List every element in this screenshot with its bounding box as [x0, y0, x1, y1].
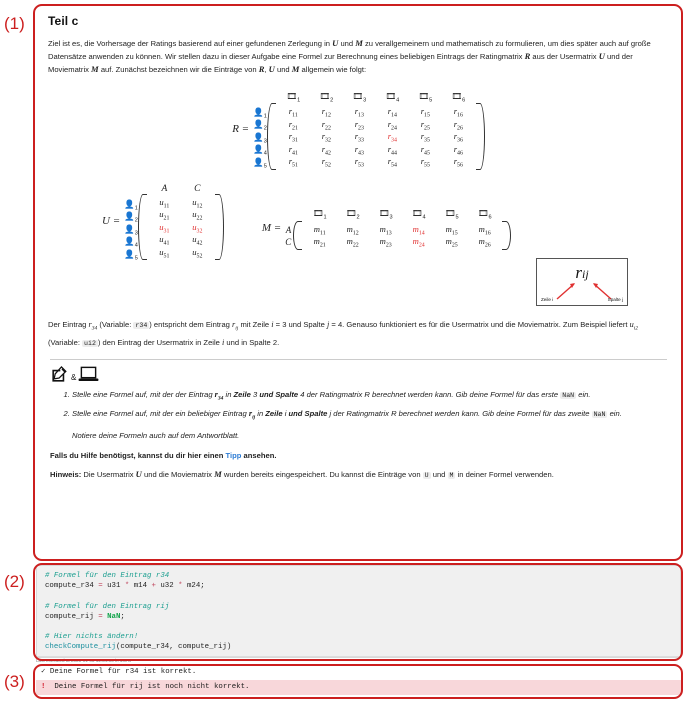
- annotation-label-2: (2): [4, 572, 25, 591]
- matrix-cell-highlighted-r34: $r_{34}$: [387, 131, 397, 145]
- output-line-success: [36, 665, 681, 680]
- user-icon: 👤: [253, 131, 264, 142]
- film-icon: 🎞: [444, 208, 456, 219]
- film-icon: 🎞: [319, 90, 331, 101]
- matrix-cell-highlighted-m14: $m_{14}$: [412, 223, 425, 237]
- row-header-user-1: $👤_1$: [124, 198, 138, 212]
- matrix-U-and-M: [46, 184, 671, 261]
- user-icon: 👤: [124, 236, 135, 247]
- matrix-cell: $r_{24}$: [387, 118, 397, 132]
- matrix-U-row-headers: [124, 184, 138, 261]
- matrix-cell: $r_{31}$: [288, 131, 298, 145]
- matrix-U-label: U =: [102, 215, 121, 228]
- film-icon: 🎞: [312, 208, 324, 219]
- matrix-cell: $u_{21}$: [159, 209, 170, 223]
- user-icon: 👤: [124, 198, 135, 209]
- task-list: [46, 388, 671, 424]
- film-icon: 🎞: [378, 208, 390, 219]
- matrix-cell: $r_{53}$: [354, 156, 364, 170]
- user-icon: 👤: [124, 211, 135, 222]
- exercise-panel: [36, 6, 681, 558]
- col-header-film-1: $🎞_1$: [312, 208, 327, 221]
- task-bold-zeile: Zeile: [265, 409, 283, 419]
- matrix-cell: $r_{54}$: [387, 156, 397, 170]
- annotation-label-1: (1): [4, 14, 25, 33]
- film-icon: 🎞: [352, 90, 364, 101]
- task-text-2d: ein.: [607, 409, 622, 419]
- matrix-U-cells: [147, 194, 215, 261]
- row-header-user-2: $👤_2$: [124, 211, 138, 224]
- task-icons: [50, 365, 671, 384]
- matrix-row: [148, 196, 214, 209]
- hint-line: Hinweis: Die Usermatrix U und die Moviematrix M wurden bereits eingespeichert. Du kannst die Einträge von U und M in deiner Formel verwenden.: [50, 468, 554, 479]
- matrix-row: [148, 246, 214, 259]
- matrix-R-row-headers: [253, 92, 267, 169]
- code-line-rij: compute_rij = NaN;: [45, 612, 125, 621]
- task-text-2c: j der Ratingmatrix R berechnet werden kann. Gib deine Formel für das zweite: [327, 409, 592, 419]
- task-bold-zeile: Zeile: [233, 390, 251, 400]
- explanation-paragraph: Der Eintrag $r_{34}$ (Variable: r34 ) entspricht dem Eintrag $r_{ij}$ mit Zeile i = 3 und Spalte j = 4. Genauso funktioniert es für die Usermatrix und die Moviematrix. Zum Beispiel liefert $u_{i2}$ (Variable: ui2 ) den Eintrag der Usermatrix in Zeile i und in Spalte 2.: [48, 320, 639, 348]
- matrix-cell: $r_{55}$: [420, 156, 430, 170]
- matrix-cell: $m_{21}$: [313, 236, 326, 250]
- row-header-user-3: $👤_3$: [253, 131, 267, 145]
- execution-status: Last executed at 2021-01-03 12:34:56 in 16ms: [36, 656, 681, 663]
- task-bold-spalte: und Spalte: [288, 409, 328, 419]
- code-comment-3: # Hier nichts ändern!: [45, 633, 139, 642]
- col-header-film-5: $🎞_5$: [444, 208, 459, 221]
- matrix-U-body: [138, 194, 224, 261]
- task-text-1a: Stelle eine Formel auf, mit der der Eintrag $r_{34}$ in: [72, 390, 234, 403]
- matrix-row: [303, 223, 501, 236]
- left-paren: [267, 103, 276, 170]
- page-title: Teil c: [48, 14, 79, 28]
- user-icon: 👤: [124, 248, 135, 259]
- output-text-error: Deine Formel für rij ist noch nicht korrekt.: [54, 683, 250, 691]
- matrix-row: [148, 221, 214, 234]
- rij-caption-spalte: Spalte j: [607, 297, 623, 302]
- matrix-cell: $r_{33}$: [354, 131, 364, 145]
- matrix-cell: $r_{35}$: [420, 131, 430, 145]
- answer-sheet-note: Notiere deine Formeln auch auf dem Antwortblatt.: [72, 430, 240, 440]
- col-header-film-4: $🎞_4$: [411, 208, 426, 221]
- matrix-cell-highlighted-u31: $u_{31}$: [159, 221, 170, 235]
- matrix-cell: $r_{26}$: [453, 118, 463, 132]
- film-icon: 🎞: [451, 90, 463, 101]
- col-header-film-6: $🎞_6$: [477, 208, 492, 221]
- code-line-r34: compute_r34 = u31 * m14 + u32 * m24;: [45, 582, 205, 591]
- col-header-film-3: $🎞_3$: [352, 90, 367, 104]
- film-icon: 🎞: [418, 90, 430, 101]
- output-text-success: Deine Formel für r34 ist korrekt.: [49, 668, 197, 676]
- matrix-cell: $m_{13}$: [379, 223, 392, 237]
- matrix-row: [148, 233, 214, 246]
- film-icon: 🎞: [286, 90, 298, 101]
- help-prefix: Falls du Hilfe benötigst, kannst du dir hier einen: [50, 450, 226, 460]
- matrix-cell: $r_{22}$: [321, 118, 331, 132]
- matrix-cell: $r_{15}$: [420, 106, 430, 120]
- col-header-film-3: $🎞_3$: [378, 208, 393, 221]
- rij-legend-box: [536, 258, 628, 306]
- right-paren: [215, 194, 224, 261]
- code-nan-1: NaN: [562, 392, 575, 400]
- matrix-M-body: [293, 221, 511, 250]
- matrix-M-cells: [302, 221, 502, 250]
- row-header-user-1: $👤_1$: [253, 106, 267, 120]
- col-header-film-2: $🎞_2$: [345, 208, 360, 221]
- film-icon: 🎞: [385, 90, 397, 101]
- matrix-cell: $u_{42}$: [192, 234, 203, 248]
- annotation-label-3: (3): [4, 672, 25, 691]
- matrix-R: [46, 91, 671, 170]
- matrix-cell: $u_{52}$: [192, 246, 203, 260]
- rij-symbol: rij: [575, 263, 589, 282]
- matrix-M: [262, 194, 511, 250]
- film-icon: 🎞: [477, 208, 489, 219]
- hint-code-U: U: [424, 471, 429, 479]
- matrix-cell: $r_{14}$: [387, 106, 397, 120]
- matrix-R-cells: [276, 103, 476, 170]
- matrix-cell: $m_{25}$: [445, 236, 458, 250]
- matrix-cell: $r_{41}$: [288, 143, 298, 157]
- rij-caption-zeile: Zeile i: [541, 297, 554, 302]
- matrix-cell: $r_{23}$: [354, 118, 364, 132]
- check-icon: ✓: [41, 668, 46, 676]
- matrix-M-col-headers: [293, 208, 511, 221]
- task-bold-spalte: und Spalte: [259, 390, 299, 400]
- matrix-cell: $m_{15}$: [445, 223, 458, 237]
- help-line: [50, 451, 671, 460]
- laptop-icon: [78, 365, 99, 384]
- ampersand-separator: &: [71, 373, 77, 383]
- task-text-2a: Stelle eine Formel auf, mit der ein beliebiger Eintrag $r_{ij}$ in: [72, 409, 266, 421]
- matrix-row: [303, 235, 501, 248]
- col-header-film-2: $🎞_2$: [319, 90, 334, 104]
- matrix-cell: $m_{23}$: [379, 236, 392, 250]
- matrix-cell: $r_{44}$: [387, 143, 397, 157]
- film-icon: 🎞: [345, 208, 357, 219]
- matrix-cell: $r_{43}$: [354, 143, 364, 157]
- matrix-cell: $u_{12}$: [192, 196, 203, 210]
- matrix-cell: $u_{51}$: [159, 246, 170, 260]
- tipp-link[interactable]: Tipp: [225, 450, 242, 460]
- matrix-cell: $r_{11}$: [288, 106, 298, 120]
- intro-paragraph: Ziel ist es, die Vorhersage der Ratings basierend auf einer gefundenen Zerlegung in U und M zu verallgemeinern und mathematisch zu formulieren, um dies später auch auf große Datensätze anwenden zu können. Wir stellen dazu in dieser Aufgabe eine Formel zur Berechnung eines beliebigen Eintrags der Ratingmatrix R aus der Usermatrix U und der Moviematrix M auf. Zunächst bezeichnen wir die Einträge von R, U und M allgemein wie folgt:: [48, 38, 651, 75]
- hint-label: Hinweis:: [50, 469, 82, 479]
- matrix-cell: $m_{12}$: [346, 223, 359, 237]
- matrix-cell: $r_{36}$: [453, 131, 463, 145]
- matrix-M-row-headers: [285, 210, 293, 249]
- user-icon: 👤: [253, 156, 264, 167]
- matrix-row: [277, 155, 475, 168]
- left-paren: [293, 221, 302, 250]
- matrix-R-col-headers: [267, 91, 485, 104]
- matrix-row: [277, 118, 475, 131]
- row-header-user-2: $👤_2$: [253, 119, 267, 133]
- matrix-row: [277, 130, 475, 143]
- matrix-row: [277, 105, 475, 118]
- matrix-row: [277, 143, 475, 156]
- task-text-1d: ein.: [576, 390, 591, 400]
- matrix-cell: $r_{21}$: [288, 118, 298, 132]
- list-item: [72, 388, 671, 406]
- code-editor[interactable]: [36, 565, 681, 658]
- col-header-C: C: [194, 183, 201, 194]
- code-comment-2: # Formel für den Eintrag rij: [45, 602, 170, 611]
- left-paren: [138, 194, 147, 261]
- user-icon: 👤: [124, 223, 135, 234]
- matrix-cell: $u_{41}$: [159, 234, 170, 248]
- matrix-R-label: R =: [232, 123, 250, 136]
- matrix-row: [148, 208, 214, 221]
- task-text-1c: 4 der Ratingmatrix R berechnet werden kann. Gib deine Formel für das erste: [298, 390, 561, 400]
- output-panel: [36, 665, 681, 698]
- task-text-2b: i: [282, 409, 289, 419]
- row-header-user-4: $👤_4$: [253, 144, 267, 158]
- matrix-cell: $r_{16}$: [453, 106, 463, 120]
- user-icon: 👤: [253, 144, 264, 155]
- matrix-cell: $u_{22}$: [192, 209, 203, 223]
- matrix-cell: $m_{22}$: [346, 236, 359, 250]
- matrix-U-col-headers: [138, 184, 224, 194]
- matrix-cell: $r_{42}$: [321, 143, 331, 157]
- row-header-user-5: $👤_5$: [253, 156, 267, 170]
- matrix-R-body: [267, 103, 485, 170]
- row-header-user-4: $👤_4$: [124, 236, 138, 249]
- col-header-film-6: $🎞_6$: [451, 90, 466, 104]
- matrix-cell: $r_{32}$: [321, 131, 331, 145]
- variable-code-ui2: ui2: [84, 340, 96, 348]
- matrix-M-label: M =: [261, 222, 282, 235]
- matrix-cell-highlighted-u32: $u_{32}$: [192, 221, 203, 235]
- right-paren: [502, 221, 511, 250]
- matrix-cell: $r_{51}$: [288, 156, 298, 170]
- film-icon: 🎞: [411, 208, 423, 219]
- list-item: [72, 407, 671, 425]
- col-header-film-1: $🎞_1$: [286, 90, 301, 104]
- user-icon: 👤: [253, 106, 264, 117]
- matrix-cell: $r_{56}$: [453, 156, 463, 170]
- matrix-cell: $m_{16}$: [478, 223, 491, 237]
- task-text-1b: 3: [250, 390, 260, 400]
- col-header-A: A: [161, 183, 168, 194]
- matrix-cell: $r_{13}$: [354, 106, 364, 120]
- right-paren: [476, 103, 485, 170]
- output-line-error: [36, 680, 681, 695]
- row-header-user-3: $👤_3$: [124, 223, 138, 237]
- row-header-C: C: [285, 237, 292, 248]
- help-suffix: ansehen.: [241, 450, 277, 460]
- matrix-cell: $u_{11}$: [159, 196, 170, 210]
- matrix-cell: $r_{25}$: [420, 118, 430, 132]
- row-header-A: A: [285, 224, 292, 235]
- variable-code-r34: r34: [135, 322, 148, 330]
- matrix-cell: $r_{46}$: [453, 143, 463, 157]
- row-header-user-5: $👤_5$: [124, 248, 138, 262]
- col-header-film-5: $🎞_5$: [418, 90, 433, 104]
- user-icon: 👤: [253, 119, 264, 130]
- matrix-cell-highlighted-m24: $m_{24}$: [412, 236, 425, 250]
- matrix-U: [102, 184, 224, 261]
- code-nan-2: NaN: [593, 411, 606, 419]
- code-line-check: checkCompute_rij(compute_r34, compute_rij): [45, 643, 232, 652]
- warning-icon: !: [41, 683, 46, 691]
- col-header-film-4: $🎞_4$: [385, 90, 400, 104]
- hint-code-M: M: [449, 471, 454, 479]
- section-divider: [50, 359, 667, 360]
- code-comment-1: # Formel für den Eintrag r34: [45, 572, 170, 580]
- pencil-square-icon: [50, 365, 69, 384]
- matrix-cell: $r_{52}$: [321, 156, 331, 170]
- matrix-cell: $m_{26}$: [478, 236, 491, 250]
- matrix-cell: $m_{11}$: [313, 223, 326, 237]
- matrix-cell: $r_{12}$: [321, 106, 331, 120]
- matrix-cell: $r_{45}$: [420, 143, 430, 157]
